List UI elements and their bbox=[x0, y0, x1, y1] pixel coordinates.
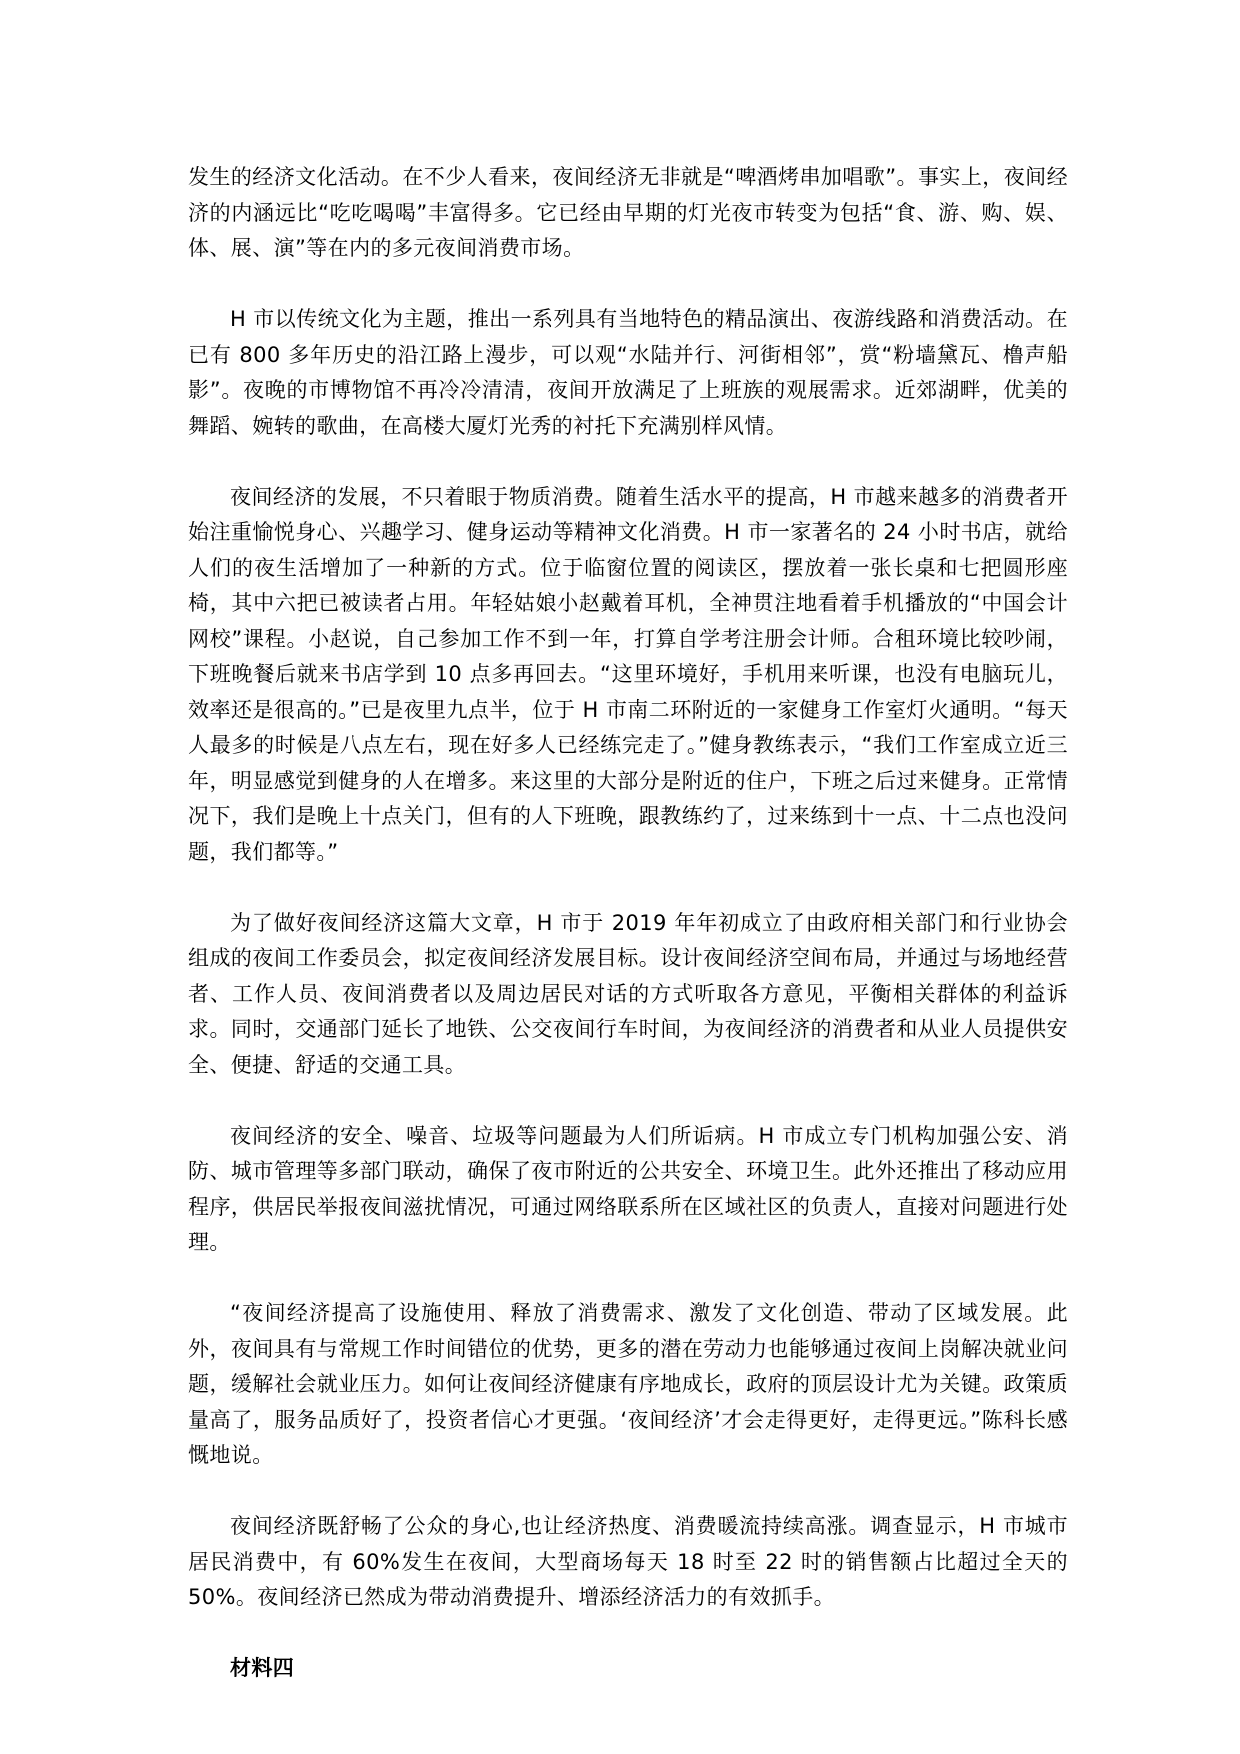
paragraph-survey-results: 夜间经济既舒畅了公众的身心,也让经济热度、消费暖流持续高涨。调查显示，H 市城市居民消费中，有 60%发生在夜间，大型商场每天 18 时至 22 时的销售额占比超过全天的 50%。夜间经济已然成为带动消费提升、增添经济活力的有效抓手。 bbox=[188, 1514, 1068, 1609]
document-body bbox=[188, 160, 1068, 1687]
paragraph-night-work-committee: 为了做好夜间经济这篇大文章，H 市于 2019 年年初成立了由政府相关部门和行业协会组成的夜间工作委员会，拟定夜间经济发展目标。设计夜间经济空间布局，并通过与场地经营者、工作人员、夜间消费者以及周边居民对话的方式听取各方意见，平衡相关群体的利益诉求。同时，交通部门延长了地铁、公交夜间行车时间，为夜间经济的消费者和从业人员提供安全、便捷、舒适的交通工具。 bbox=[188, 910, 1068, 1077]
paragraph-night-economy-development: 夜间经济的发展，不只着眼于物质消费。随着生活水平的提高，H 市越来越多的消费者开始注重愉悦身心、兴趣学习、健身运动等精神文化消费。H 市一家著名的 24 小时书店，就给人们的夜生活增加了一种新的方式。位于临窗位置的阅读区，摆放着一张长桌和七把圆形座椅，其中六把已被读者占用。年轻姑娘小赵戴着耳机，全神贯注地看着手机播放的“中国会计网校”课程。小赵说，自己参加工作不到一年，打算自学考注册会计师。合租环境比较吵闹，下班晚餐后就来书店学到 10 点多再回去。“这里环境好，手机用来听课，也没有电脑玩儿，效率还是很高的。”已是夜里九点半，位于 H 市南二环附近的一家健身工作室灯火通明。“每天人最多的时候是八点左右，现在好多人已经练完走了。”健身教练表示，“我们工作室成立近三年，明显感觉到健身的人在增多。来这里的大部分是附近的住户，下班之后过来健身。正常情况下，我们是晚上十点关门，但有的人下班晚，跟教练约了，过来练到十一点、十二点也没问题，我们都等。” bbox=[188, 484, 1068, 864]
paragraph-h-city-culture: H 市以传统文化为主题，推出一系列具有当地特色的精品演出、夜游线路和消费活动。在已有 800 多年历史的沿江路上漫步，可以观“水陆并行、河街相邻”，赏“粉墙黛瓦、橹声船影”。夜晚的市博物馆不再冷冷清清，夜间开放满足了上班族的观展需求。近郊湖畔，优美的舞蹈、婉转的歌曲，在高楼大厦灯光秀的衬托下充满别样风情。 bbox=[188, 307, 1068, 438]
paragraph-continuation: 发生的经济文化活动。在不少人看来，夜间经济无非就是“啤酒烤串加唱歌”。事实上，夜间经济的内涵远比“吃吃喝喝”丰富得多。它已经由早期的灯光夜市转变为包括“食、游、购、娱、体、展、演”等在内的多元夜间消费市场。 bbox=[188, 165, 1068, 260]
section-heading: 材料四 bbox=[230, 1656, 295, 1680]
paragraph-safety-issues: 夜间经济的安全、噪音、垃圾等问题最为人们所诟病。H 市成立专门机构加强公安、消防、城市管理等多部门联动，确保了夜市附近的公共安全、环境卫生。此外还推出了移动应用程序，供居民举报夜间滋扰情况，可通过网络联系所在区域社区的负责人，直接对问题进行处理。 bbox=[188, 1123, 1068, 1254]
paragraph-chen-quote: “夜间经济提高了设施使用、释放了消费需求、激发了文化创造、带动了区域发展。此外，夜间具有与常规工作时间错位的优势，更多的潜在劳动力也能够通过夜间上岗解决就业问题，缓解社会就业压力。如何让夜间经济健康有序地成长，政府的顶层设计尤为关键。政策质量高了，服务品质好了，投资者信心才更强。‘夜间经济’才会走得更好，走得更远。”陈科长感慨地说。 bbox=[188, 1301, 1068, 1467]
